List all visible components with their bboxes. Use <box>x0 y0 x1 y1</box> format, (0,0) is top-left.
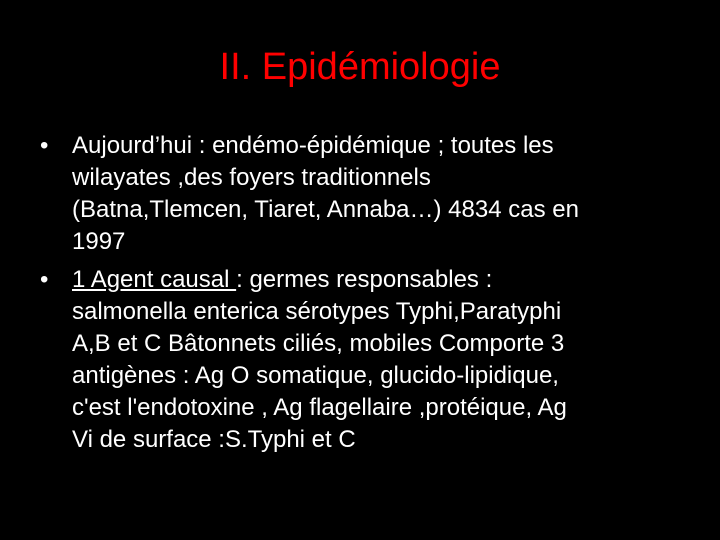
bullet-line: antigènes : Ag O somatique, glucido-lipidique, <box>72 362 559 389</box>
bullet-dot-icon: • <box>40 266 49 293</box>
bullet-line: c'est l'endotoxine , Ag flagellaire ,protéique, Ag <box>72 394 567 421</box>
bullet-item-epidemiology <box>40 130 680 258</box>
bullet-first-line-rest: : germes responsables : <box>236 266 493 293</box>
bullet-item-agent-causal <box>40 264 680 456</box>
bullet-line: Aujourd’hui : endémo-épidémique ; toutes les <box>72 132 554 159</box>
slide-title: II. Epidémiologie <box>219 46 501 88</box>
underlined-heading: 1 Agent causal <box>72 266 237 293</box>
bullet-line: Vi de surface :S.Typhi et C <box>72 426 356 453</box>
bullet-dot-icon: • <box>40 132 49 159</box>
bullet-list <box>40 130 680 462</box>
bullet-line: salmonella enterica sérotypes Typhi,Paratyphi <box>72 298 562 325</box>
bullet-line: (Batna,Tlemcen, Tiaret, Annaba…) 4834 cas en <box>72 196 579 223</box>
bullet-line: A,B et C Bâtonnets ciliés, mobiles Comporte 3 <box>72 330 565 357</box>
bullet-first-line <box>72 264 680 296</box>
bullet-line: wilayates ,des foyers traditionnels <box>72 164 431 191</box>
bullet-line: 1997 <box>72 228 126 255</box>
